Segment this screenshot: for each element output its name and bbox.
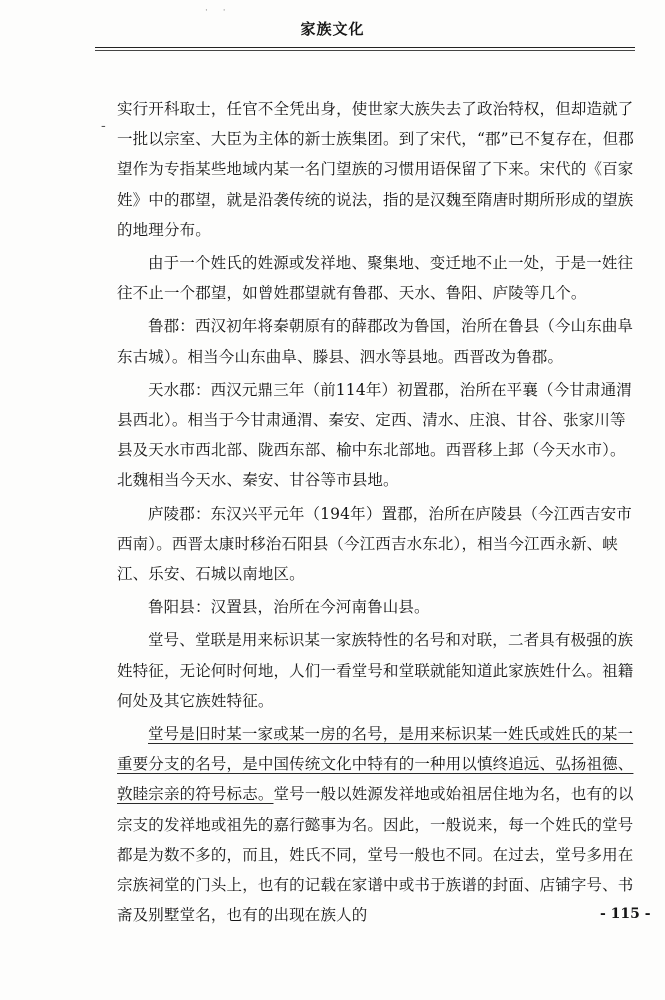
underlined-definition: 堂号是旧时某一家或某一房的名号，是用来标识某一姓氏或姓氏的某一重要分支的名号，是中国传统文化中特有的一种用以慎终追远、弘扬祖德、敦睦宗亲的符号标志。 xyxy=(117,725,634,804)
margin-mark: - xyxy=(101,118,106,134)
body-text xyxy=(117,94,639,933)
paragraph-tanghao-intro: 堂号、堂联是用来标识某一家族特性的名号和对联，二者具有极强的族姓特征，无论何时何地，人们一看堂号和堂联就能知道此家族姓什么。祖籍何处及其它族姓特征。 xyxy=(117,631,634,710)
header-rule xyxy=(95,47,635,48)
paragraph-junwang: 由于一个姓氏的姓源或发祥地、聚集地、变迁地不止一处，于是一姓往往不止一个郡望，如曾姓郡望就有鲁郡、天水、鲁阳、庐陵等几个。 xyxy=(117,254,634,303)
paragraph-continuation: 实行开科取士，任官不全凭出身，使世家大族失去了政治特权，但却造就了一批以宗室、大臣为主体的新士族集团。到了宋代，“郡”已不复存在，但郡望作为专指某些地域内某一名门望族的习惯用语保留了下来。宋代的《百家姓》中的郡望，就是沿袭传统的说法，指的是汉魏至隋唐时期所形成的望族的地理分布。 xyxy=(117,100,634,239)
page-number: - 115 - xyxy=(600,906,651,922)
paragraph-luyangxian: 鲁阳县：汉置县，治所在今河南鲁山县。 xyxy=(148,598,430,617)
paragraph-lujun: 鲁郡：西汉初年将秦朝原有的薛郡改为鲁国，治所在鲁县（今山东曲阜东古城）。相当今山东曲阜、滕县、泗水等县地。西晋改为鲁郡。 xyxy=(117,317,634,366)
paragraph-lulingjun: 庐陵郡：东汉兴平元年（194年）置郡，治所在庐陵县（今江西吉安市西南）。西晋太康时移治石阳县（今江西吉水东北），相当今江西永新、峡江、乐安、石城以南地区。 xyxy=(117,504,632,584)
paragraph-tanghao-definition xyxy=(117,719,639,930)
header-rule-thin xyxy=(95,50,635,51)
paragraph-rest: 堂号一般以姓源发祥地或始祖居住地为名，也有的以宗支的发祥地或祖先的嘉行懿事为名。因此，一般说来，每一个姓氏的堂号都是为数不多的，而且，姓氏不同，堂号一般也不同。在过去，堂号多用在宗族祠堂的门头上，也有的记载在家谱中或书于族谱的封面、店铺字号、书斋及别墅堂名，也有的出现在族人的 xyxy=(117,785,634,925)
running-header-title: 家族文化 xyxy=(300,20,365,38)
paragraph-tianshuijun: 天水郡：西汉元鼎三年（前114年）初置郡，治所在平襄（今甘肃通渭县西北）。相当于今甘肃通渭、秦安、定西、清水、庄浪、甘谷、张家川等县及天水市西北部、陇西东部、榆中东北部地。西晋移上邽（今天水市）。北魏相当今天水、秦安、甘谷等市县地。 xyxy=(117,380,632,490)
scan-specks: · · xyxy=(205,6,232,16)
